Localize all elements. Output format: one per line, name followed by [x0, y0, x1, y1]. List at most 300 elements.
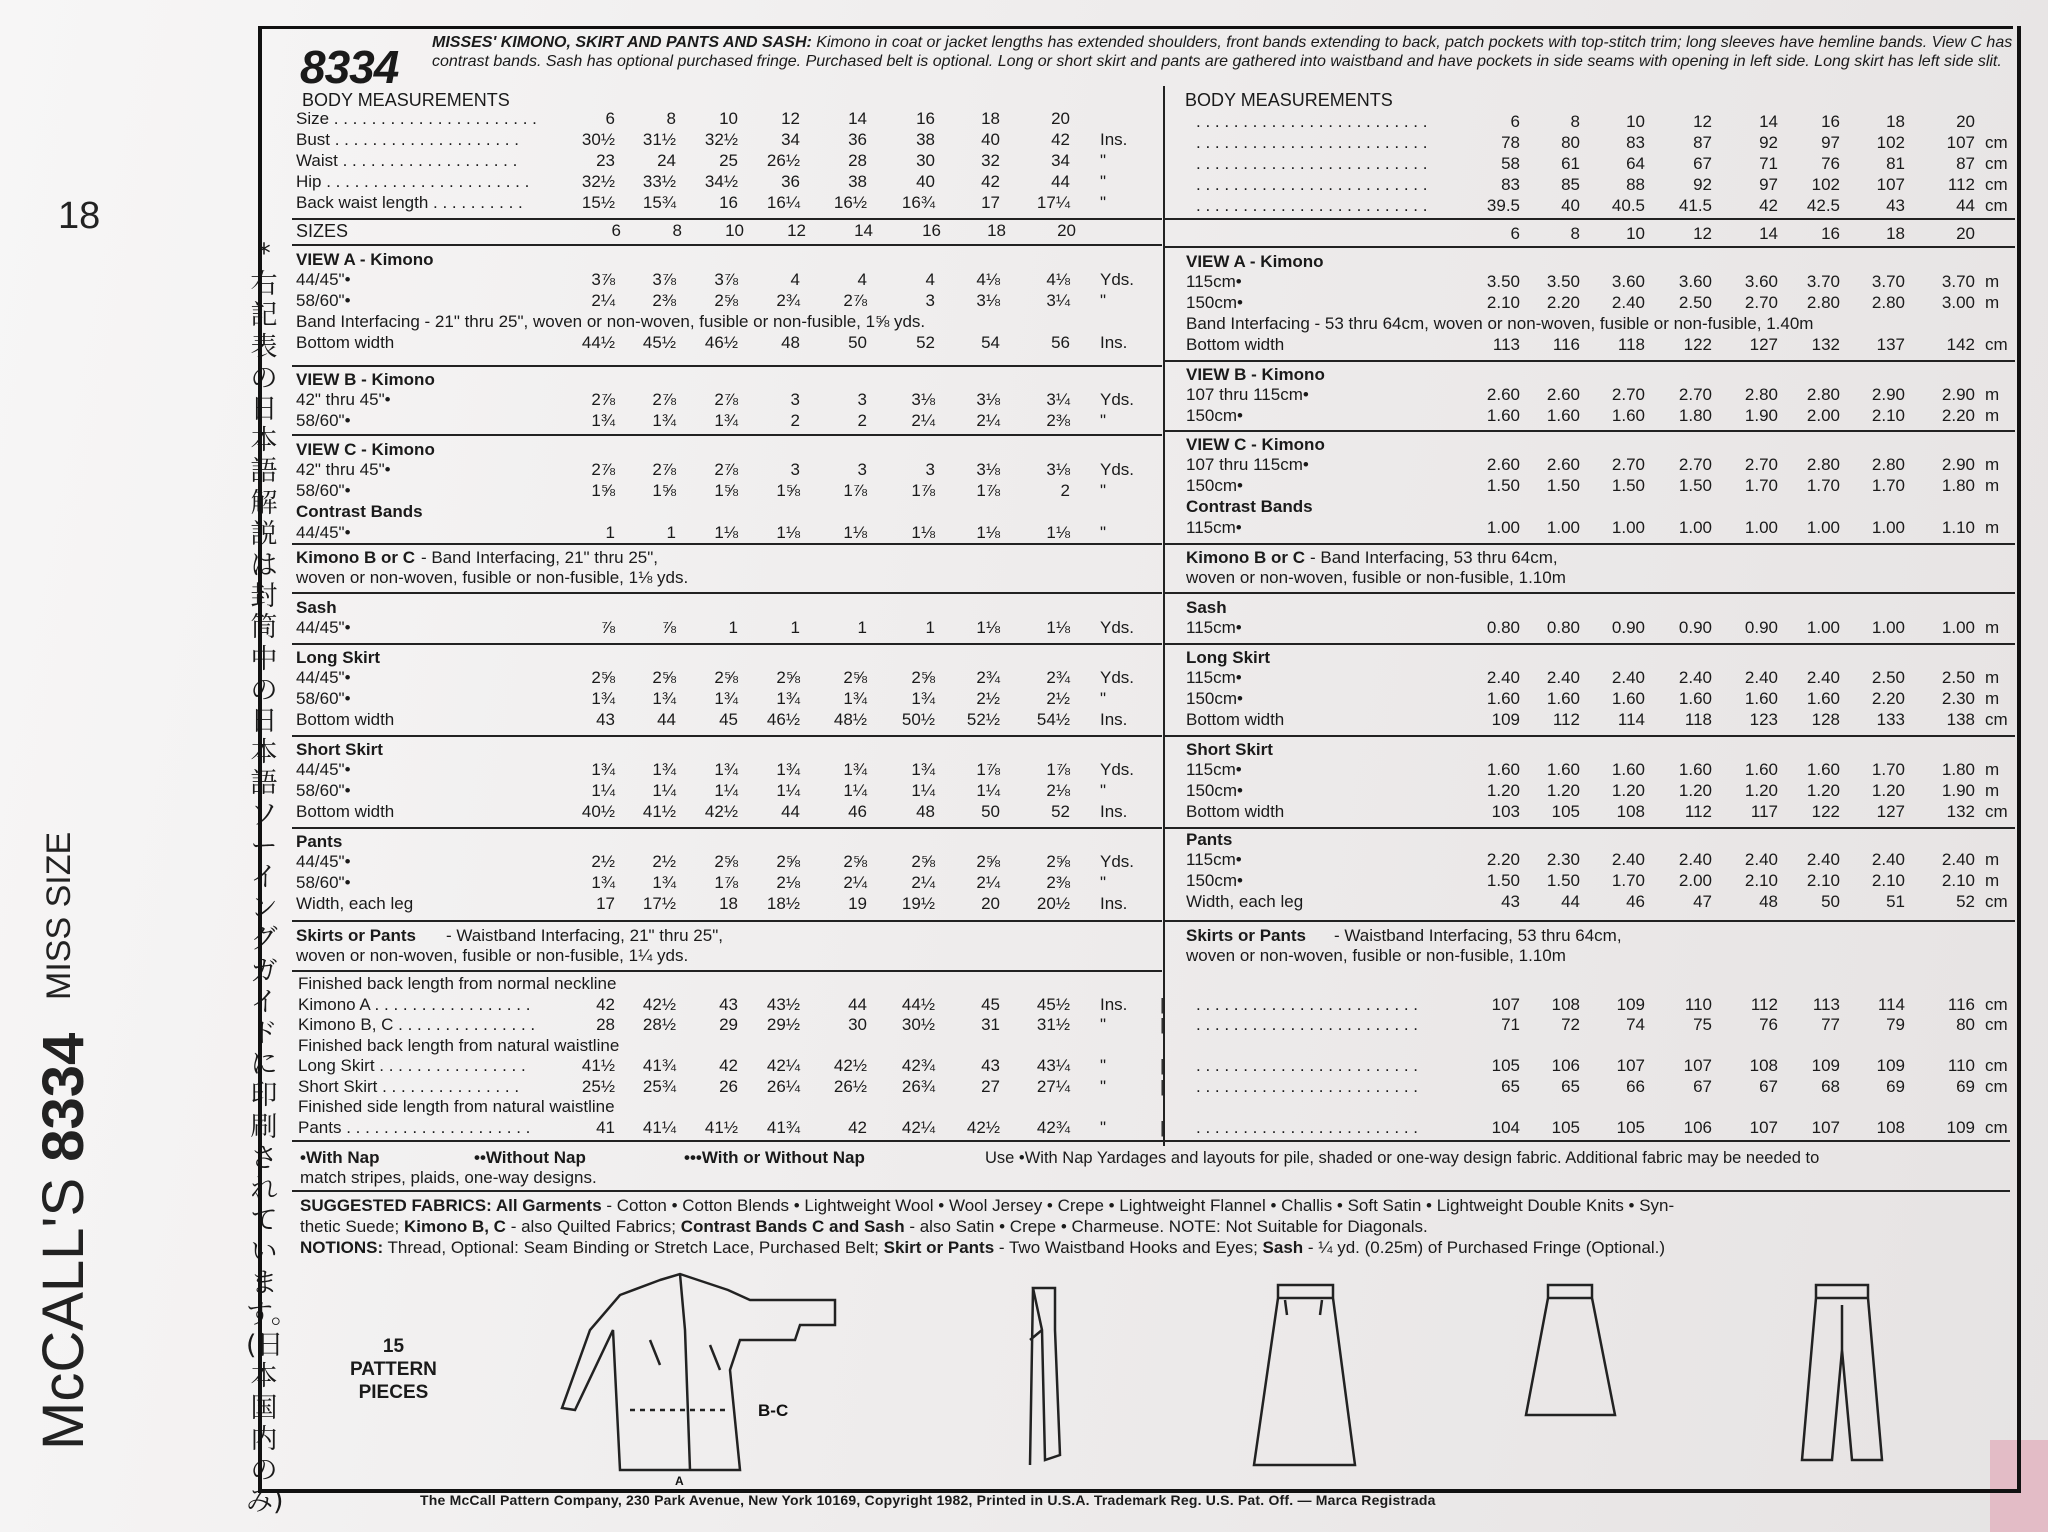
- value-cell: 2½: [1046, 689, 1070, 708]
- value-cell: 1¾: [714, 689, 738, 708]
- value-cell: 66: [1626, 1076, 1645, 1096]
- value-cell: 6: [605, 109, 615, 128]
- unit-label: m: [1985, 518, 2000, 537]
- value-cell: 25½: [581, 1076, 615, 1096]
- value-cell: 2.20: [1941, 406, 1975, 425]
- value-cell: 1⅞: [976, 760, 1000, 779]
- size-heading: 10: [725, 221, 744, 240]
- value-cell: 20: [981, 894, 1000, 913]
- value-cell: 2.40: [1678, 850, 1712, 869]
- value-cell: 1⅞: [1046, 760, 1070, 779]
- divider: [292, 920, 1162, 922]
- value-cell: 114: [1877, 994, 1905, 1014]
- unit-label: ": [1100, 873, 1107, 892]
- value-cell: 1.60: [1486, 406, 1520, 425]
- notions-part: - Two Waistband Hooks and Eyes;: [994, 1238, 1263, 1257]
- value-cell: 1¾: [714, 760, 738, 779]
- unit-label: ": [1100, 1015, 1107, 1034]
- unit-label: cm: [1985, 1056, 2008, 1075]
- value-cell: 1¾: [911, 689, 935, 708]
- value-cell: 12: [1693, 112, 1712, 131]
- value-cell: 2: [1060, 481, 1070, 500]
- divider: [292, 592, 1162, 594]
- divider-view-a: [292, 244, 1162, 246]
- value-cell: 4⅛: [1046, 270, 1070, 289]
- value-cell: 83: [1626, 133, 1645, 152]
- value-cell: 1.50: [1678, 476, 1712, 495]
- value-cell: 67: [1693, 1076, 1712, 1096]
- skirts-text-metric: - Waistband Interfacing, 53 thru 64cm,: [1334, 926, 1622, 945]
- value-cell: 2.50: [1678, 293, 1712, 312]
- value-cell: 20: [1956, 112, 1975, 131]
- value-cell: 1.60: [1806, 689, 1840, 708]
- value-cell: 1⅛: [976, 618, 1000, 637]
- value-cell: 2.40: [1611, 668, 1645, 687]
- finished-label: Finished back length from normal neckline: [298, 974, 617, 993]
- value-cell: 102: [1876, 133, 1905, 152]
- value-cell: 4⅛: [976, 270, 1000, 289]
- value-cell: 2⅝: [843, 668, 867, 687]
- row-label: 42" thru 45"•: [296, 460, 391, 479]
- value-cell: 1¾: [591, 689, 615, 708]
- value-cell: 45: [981, 994, 1000, 1014]
- garment-sketches: [330, 1270, 1980, 1485]
- value-cell: 2⅞: [591, 390, 615, 409]
- value-cell: 8: [666, 109, 676, 128]
- pattern-pieces-line2: PIECES: [358, 1382, 429, 1403]
- value-cell: 42: [1759, 196, 1778, 215]
- value-cell: 2.90: [1941, 385, 1975, 404]
- value-cell: 71: [1501, 1015, 1520, 1034]
- value-cell: 1¾: [843, 760, 867, 779]
- value-cell: 116: [1552, 335, 1580, 354]
- value-cell: 25¾: [642, 1076, 676, 1096]
- value-cell: 26½: [833, 1076, 867, 1096]
- unit-label: cm: [1985, 133, 2008, 152]
- value-cell: 47: [1693, 892, 1712, 911]
- pattern-pieces-count: 15: [382, 1336, 405, 1357]
- value-cell: 108: [1876, 1117, 1905, 1137]
- value-cell: 105: [1551, 802, 1580, 821]
- value-cell: 132: [1946, 802, 1975, 821]
- value-cell: 1.00: [1611, 518, 1645, 537]
- size-heading: 18: [987, 221, 1006, 240]
- value-cell: 54½: [1036, 710, 1070, 729]
- value-cell: 1.70: [1744, 476, 1778, 495]
- fabrics-part: - also Quilted Fabrics;: [505, 1217, 681, 1236]
- value-cell: 1.50: [1486, 476, 1520, 495]
- unit-label: ": [1100, 193, 1107, 212]
- tick-mark: |: [1160, 994, 1165, 1014]
- value-cell: 103: [1491, 802, 1520, 821]
- row-label: Bottom width: [296, 333, 395, 352]
- size-heading-metric: 18: [1886, 224, 1905, 243]
- value-cell: 112: [1947, 175, 1975, 194]
- value-cell: 1.60: [1678, 689, 1712, 708]
- value-cell: 2.10: [1486, 293, 1520, 312]
- value-cell: 41.5: [1678, 196, 1712, 215]
- divider: [292, 970, 1162, 972]
- value-cell: 106: [1683, 1117, 1712, 1137]
- value-cell: 1.60: [1611, 760, 1645, 779]
- value-cell: 0.90: [1611, 618, 1645, 637]
- unit-label: m: [1985, 385, 2000, 404]
- value-cell: 2.10: [1806, 871, 1840, 890]
- row-label: 58/60"•: [296, 481, 351, 500]
- row-label: 44/45"•: [296, 852, 351, 871]
- unit-label: Ins.: [1100, 333, 1128, 352]
- value-cell: 44½: [581, 333, 615, 352]
- value-cell: 74: [1626, 1015, 1645, 1034]
- nap-either: •••With or Without Nap: [684, 1148, 865, 1167]
- size-heading: 8: [672, 221, 682, 240]
- value-cell: 2⅝: [911, 668, 935, 687]
- value-cell: 26: [719, 1076, 738, 1096]
- value-cell: 1.00: [1806, 518, 1840, 537]
- pattern-desc-text: Kimono in coat or jacket lengths has extended shoulders, front bands extending to back, patch pockets with top-stitch trim; long sleeves have hemline bands. View C has contrast bands. Sash has optional purchased fringe. Purchased belt is optional. Long or short skirt and pants are gathered into waistband and have pockets in side seams with opening in left side. Long skirt has left side slit.: [432, 34, 2013, 70]
- size-heading-metric: 12: [1693, 224, 1712, 243]
- nap-note2: match stripes, plaids, one-way designs.: [300, 1168, 597, 1187]
- row-label: 44/45"•: [296, 270, 351, 289]
- value-cell: 16: [1821, 112, 1840, 131]
- value-cell: 67: [1693, 154, 1712, 173]
- value-cell: 2½: [976, 689, 1000, 708]
- value-cell: 16¾: [901, 193, 935, 212]
- value-cell: 1.00: [1806, 618, 1840, 637]
- value-cell: 102: [1811, 175, 1840, 194]
- nap-with: •With Nap: [300, 1148, 380, 1167]
- section-title: VIEW C - Kimono: [1186, 435, 1325, 454]
- value-cell: 42.5: [1806, 196, 1840, 215]
- value-cell: 92: [1759, 133, 1778, 152]
- unit-label: Yds.: [1100, 270, 1135, 289]
- value-cell: 2¼: [591, 291, 615, 310]
- row-label: 150cm•: [1186, 406, 1243, 425]
- unit-label: m: [1985, 406, 2000, 425]
- nap-note: Use •With Nap Yardages and layouts for pile, shaded or one-way design fabric. Additional fabric may be needed to: [985, 1149, 1820, 1167]
- value-cell: 1⅛: [911, 523, 935, 542]
- value-cell: 1.00: [1941, 618, 1975, 637]
- value-cell: 114: [1617, 710, 1645, 729]
- value-cell: 123: [1749, 710, 1778, 729]
- value-cell: 31½: [642, 130, 676, 149]
- divider: [292, 1190, 2010, 1192]
- value-cell: 112: [1750, 994, 1778, 1014]
- tick-mark: |: [1160, 1056, 1165, 1075]
- value-cell: 42¼: [901, 1117, 935, 1137]
- value-cell: 1.20: [1871, 781, 1905, 800]
- value-cell: 2.70: [1611, 385, 1645, 404]
- dot-leader: . . . . . . . . . . . . . . . . . . . . . . . .: [1196, 1015, 1418, 1034]
- value-cell: 2.10: [1941, 871, 1975, 890]
- value-cell: 1⅛: [1046, 523, 1070, 542]
- value-cell: 43: [1886, 196, 1905, 215]
- value-cell: 1.80: [1678, 406, 1712, 425]
- value-cell: 107: [1749, 1117, 1778, 1137]
- kimono-bc-text2-metric: woven or non-woven, fusible or non-fusible, 1.10m: [1186, 568, 1566, 587]
- miss-size-label: MISS SIZE: [40, 831, 78, 1000]
- section-title: VIEW B - Kimono: [1186, 365, 1325, 384]
- value-cell: 41½: [581, 1056, 615, 1075]
- row-label: Bottom width: [1186, 710, 1285, 729]
- value-cell: 2⅞: [591, 460, 615, 479]
- section-title: Sash: [296, 598, 337, 617]
- divider: [292, 365, 1162, 367]
- value-cell: 142: [1946, 335, 1975, 354]
- dot-leader: . . . . . . . . . . . . . . . . . . . . . . . .: [1196, 994, 1418, 1014]
- size-heading-metric: 6: [1510, 224, 1520, 243]
- value-cell: 2: [857, 411, 867, 430]
- divider: [292, 543, 1162, 545]
- value-cell: 2⅝: [976, 852, 1000, 871]
- finished-label: Kimono B, C . . . . . . . . . . . . . . .: [298, 1015, 536, 1034]
- value-cell: 1.00: [1678, 518, 1712, 537]
- value-cell: 105: [1491, 1056, 1520, 1075]
- unit-label: cm: [1985, 710, 2008, 729]
- value-cell: 65: [1501, 1076, 1520, 1096]
- row-label: 58/60"•: [296, 689, 351, 708]
- dot-leader: . . . . . . . . . . . . . . . . . . . . . . . .: [1196, 1076, 1418, 1096]
- unit-label: ": [1100, 689, 1107, 708]
- value-cell: 44: [1561, 892, 1580, 911]
- divider: [1165, 643, 2015, 645]
- row-label: 115cm•: [1186, 518, 1242, 537]
- value-cell: 15¾: [642, 193, 676, 212]
- pattern-number: 8334: [300, 41, 399, 93]
- value-cell: 27: [981, 1076, 1000, 1096]
- value-cell: 2.40: [1678, 668, 1712, 687]
- unit-label: cm: [1985, 175, 2008, 194]
- value-cell: 122: [1683, 335, 1712, 354]
- row-label: 115cm•: [1186, 618, 1242, 637]
- value-cell: 1¾: [591, 411, 615, 430]
- finished-label: Pants . . . . . . . . . . . . . . . . . . . .: [298, 1117, 531, 1137]
- value-cell: 41½: [704, 1117, 738, 1137]
- finished-label: Long Skirt . . . . . . . . . . . . . . . .: [298, 1056, 526, 1075]
- value-cell: 40: [1561, 196, 1580, 215]
- value-cell: 76: [1821, 154, 1840, 173]
- value-cell: 118: [1684, 710, 1712, 729]
- value-cell: 1.60: [1611, 689, 1645, 708]
- notions-part: - ¼ yd. (0.25m) of Purchased Fringe (Optional.): [1303, 1238, 1666, 1257]
- divider: [292, 643, 1162, 645]
- size-heading: 6: [611, 221, 621, 240]
- value-cell: 18: [981, 109, 1000, 128]
- value-cell: 3.70: [1941, 272, 1975, 291]
- value-cell: 1.50: [1611, 476, 1645, 495]
- section-title: Pants: [1186, 830, 1233, 849]
- section-title: VIEW A - Kimono: [296, 250, 434, 269]
- value-cell: 2.40: [1806, 850, 1840, 869]
- value-cell: 43: [1501, 892, 1520, 911]
- value-cell: 1⅝: [776, 481, 800, 500]
- fabrics-part: Contrast Bands C and Sash: [680, 1217, 905, 1236]
- value-cell: 0.80: [1486, 618, 1520, 637]
- value-cell: 1: [666, 523, 676, 542]
- value-cell: 2⅝: [1046, 852, 1070, 871]
- value-cell: 109: [1876, 1056, 1905, 1075]
- value-cell: 1.60: [1486, 760, 1520, 779]
- divider: [1165, 735, 2015, 737]
- row-label: Width, each leg: [296, 894, 414, 913]
- value-cell: 32: [981, 151, 1000, 170]
- value-cell: 52½: [966, 710, 1000, 729]
- value-cell: 43¼: [1036, 1056, 1070, 1075]
- value-cell: 18: [1886, 112, 1905, 131]
- value-cell: 117: [1750, 802, 1778, 821]
- value-cell: 43: [719, 994, 738, 1014]
- value-cell: 2.60: [1546, 385, 1580, 404]
- value-cell: 50½: [901, 710, 935, 729]
- section-title: Long Skirt: [296, 648, 381, 667]
- divider: [1165, 246, 2015, 248]
- value-cell: 2⅛: [776, 873, 800, 892]
- row-label: 58/60"•: [296, 291, 351, 310]
- row-label: Contrast Bands: [296, 502, 423, 521]
- value-cell: 2.70: [1611, 455, 1645, 474]
- value-cell: 1: [790, 618, 800, 637]
- sketch-label-bc: B-C: [758, 1401, 789, 1420]
- row-label: 42" thru 45"•: [296, 390, 391, 409]
- value-cell: 1.20: [1486, 781, 1520, 800]
- value-cell: ⅞: [600, 618, 615, 637]
- value-cell: 2⅞: [714, 390, 738, 409]
- value-cell: 2⅝: [776, 852, 800, 871]
- value-cell: 112: [1684, 802, 1712, 821]
- value-cell: 3.50: [1486, 272, 1520, 291]
- value-cell: 33½: [642, 172, 676, 191]
- value-cell: 79: [1886, 1015, 1905, 1034]
- value-cell: 0.90: [1678, 618, 1712, 637]
- value-cell: 42½: [966, 1117, 1000, 1137]
- row-label: 44/45"•: [296, 618, 351, 637]
- tick-mark: |: [1160, 1076, 1165, 1096]
- value-cell: 1.20: [1611, 781, 1645, 800]
- skirts-title-metric: Skirts or Pants: [1186, 926, 1306, 945]
- value-cell: 2⅝: [776, 668, 800, 687]
- value-cell: 16: [719, 193, 738, 212]
- value-cell: 41½: [642, 802, 676, 821]
- row-label: 115cm•: [1186, 272, 1242, 291]
- value-cell: 3: [790, 460, 800, 479]
- kimono-bc-text2: woven or non-woven, fusible or non-fusible, 1⅛ yds.: [296, 568, 689, 587]
- value-cell: 110: [1684, 994, 1712, 1014]
- value-cell: 48: [916, 802, 935, 821]
- value-cell: 26¼: [766, 1076, 800, 1096]
- row-label: 115cm•: [1186, 850, 1242, 869]
- value-cell: 118: [1617, 335, 1645, 354]
- skirts-text: - Waistband Interfacing, 21" thru 25",: [446, 926, 723, 945]
- section-title: VIEW C - Kimono: [296, 440, 435, 459]
- value-cell: 2.20: [1546, 293, 1580, 312]
- divider: [1165, 920, 2015, 922]
- value-cell: ⅞: [661, 618, 676, 637]
- value-cell: 2⅜: [1046, 411, 1070, 430]
- line-drawings: [330, 1270, 1980, 1485]
- value-cell: 1.80: [1941, 760, 1975, 779]
- value-cell: 68: [1821, 1076, 1840, 1096]
- value-cell: 2⅝: [591, 668, 615, 687]
- value-cell: 2⅜: [1046, 873, 1070, 892]
- measure-label: Bust . . . . . . . . . . . . . . . . . . . .: [296, 130, 519, 149]
- value-cell: 110: [1947, 1056, 1975, 1075]
- value-cell: 2¼: [976, 411, 1000, 430]
- value-cell: 1⅛: [714, 523, 738, 542]
- unit-label: cm: [1985, 892, 2008, 911]
- unit-label: cm: [1985, 335, 2008, 354]
- value-cell: 3: [857, 460, 867, 479]
- divider: [292, 1140, 2010, 1142]
- value-cell: 38: [848, 172, 867, 191]
- value-cell: 1¼: [843, 781, 867, 800]
- value-cell: 1⅝: [591, 481, 615, 500]
- value-cell: 1.00: [1871, 618, 1905, 637]
- value-cell: 69: [1956, 1076, 1975, 1096]
- value-cell: 1⅝: [652, 481, 676, 500]
- value-cell: 32½: [581, 172, 615, 191]
- finished-label: Short Skirt . . . . . . . . . . . . . . .: [298, 1076, 520, 1096]
- value-cell: 17¼: [1036, 193, 1070, 212]
- value-cell: 2.10: [1744, 871, 1778, 890]
- value-cell: 2¾: [776, 291, 800, 310]
- value-cell: 137: [1876, 335, 1905, 354]
- size-heading-metric: 16: [1821, 224, 1840, 243]
- value-cell: 3¼: [1046, 390, 1070, 409]
- value-cell: 2.50: [1871, 668, 1905, 687]
- value-cell: 18½: [766, 894, 800, 913]
- fabrics-text: - Cotton • Cotton Blends • Lightweight Wool • Wool Jersey • Crepe • Lightweight Flannel • Challis • Soft Satin • Lightweight Double Knits • Syn-: [601, 1196, 1675, 1215]
- value-cell: 3.70: [1806, 272, 1840, 291]
- divider: [292, 827, 1162, 829]
- unit-label: ": [1100, 481, 1107, 500]
- value-cell: 138: [1946, 710, 1975, 729]
- unit-label: ": [1100, 172, 1107, 191]
- divider: [292, 735, 1162, 737]
- value-cell: 127: [1876, 802, 1905, 821]
- tick-mark: |: [1160, 1015, 1165, 1034]
- value-cell: 1¾: [591, 760, 615, 779]
- value-cell: 107: [1491, 994, 1520, 1014]
- value-cell: 2.80: [1806, 293, 1840, 312]
- value-cell: 20: [1051, 109, 1070, 128]
- divider: [292, 434, 1162, 436]
- unit-label: cm: [1985, 1117, 2008, 1137]
- japanese-note: *右記表の日本語解説は封筒中の日本語ソーイングガイドに印刷されています。(日本国内のみ): [246, 238, 298, 1518]
- value-cell: 108: [1616, 802, 1645, 821]
- measure-label: Back waist length . . . . . . . . . .: [296, 193, 523, 212]
- row-label: 58/60"•: [296, 411, 351, 430]
- value-cell: 1¾: [652, 689, 676, 708]
- value-cell: 2⅝: [911, 852, 935, 871]
- value-cell: 1¼: [652, 781, 676, 800]
- finished-label: Finished back length from natural waistline: [298, 1035, 620, 1055]
- value-cell: 39.5: [1486, 196, 1520, 215]
- value-cell: 2.30: [1546, 850, 1580, 869]
- value-cell: 3.50: [1546, 272, 1580, 291]
- value-cell: 1¼: [714, 781, 738, 800]
- finished-label: Kimono A . . . . . . . . . . . . . . . . .: [298, 994, 531, 1014]
- unit-label: Ins.: [1100, 710, 1128, 729]
- value-cell: 87: [1693, 133, 1712, 152]
- value-cell: 2⅞: [843, 291, 867, 310]
- pattern-description: [432, 33, 2022, 71]
- unit-label: Ins.: [1100, 994, 1128, 1014]
- value-cell: 4: [790, 270, 800, 289]
- value-cell: 43: [981, 1056, 1000, 1075]
- value-cell: 19: [848, 894, 867, 913]
- value-cell: 20½: [1036, 894, 1070, 913]
- value-cell: 4: [925, 270, 935, 289]
